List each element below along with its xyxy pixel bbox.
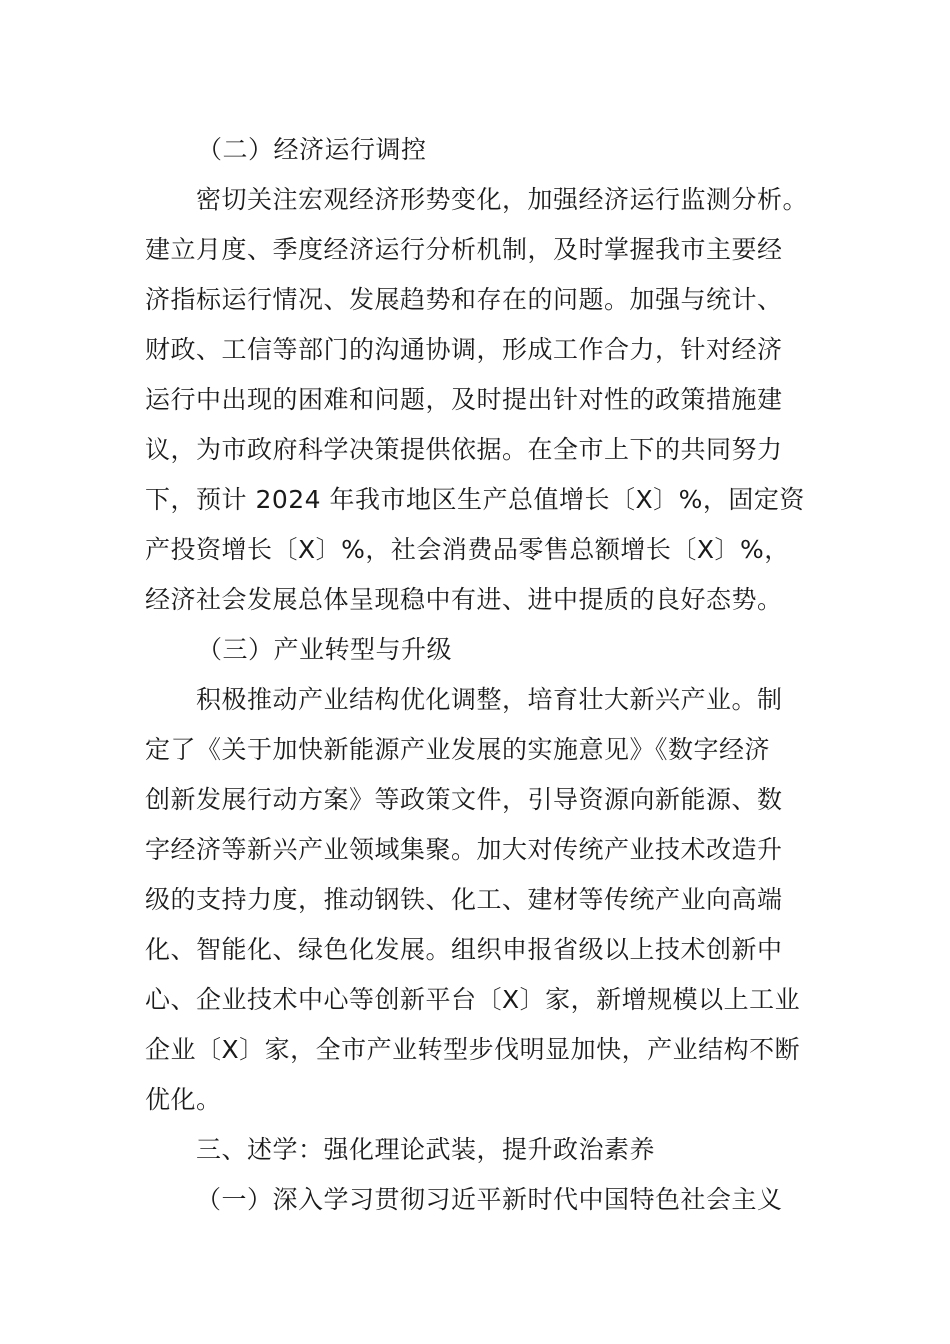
paragraph-line: 优化。: [145, 1085, 222, 1114]
paragraph-line: 级的支持力度，推动钢铁、化工、建材等传统产业向高端: [145, 885, 783, 914]
section-heading-study: 三、述学：强化理论武装，提升政治素养: [196, 1135, 656, 1164]
paragraph-line: 积极推动产业结构优化调整，培育壮大新兴产业。制: [196, 685, 783, 714]
paragraph-line: 济指标运行情况、发展趋势和存在的问题。加强与统计、: [145, 285, 783, 314]
paragraph-line: 经济社会发展总体呈现稳中有进、进中提质的良好态势。: [145, 585, 783, 614]
paragraph-line: 产投资增长〔X〕%，社会消费品零售总额增长〔X〕%，: [145, 535, 790, 564]
paragraph-line: 创新发展行动方案》等政策文件，引导资源向新能源、数: [145, 785, 783, 814]
paragraph-line: 财政、工信等部门的沟通协调，形成工作合力，针对经济: [145, 335, 783, 364]
paragraph-line: 企业〔X〕家，全市产业转型步伐明显加快，产业结构不断: [145, 1035, 801, 1064]
paragraph-line: 字经济等新兴产业领域集聚。加大对传统产业技术改造升: [145, 835, 783, 864]
paragraph-line: 密切关注宏观经济形势变化，加强经济运行监测分析。: [196, 185, 809, 214]
paragraph-line: 心、企业技术中心等创新平台〔X〕家，新增规模以上工业: [145, 985, 801, 1014]
paragraph-line: 建立月度、季度经济运行分析机制，及时掌握我市主要经: [145, 235, 783, 264]
section-heading-industrial-upgrade: （三）产业转型与升级: [197, 635, 453, 664]
subsection-heading-study-thought: （一）深入学习贯彻习近平新时代中国特色社会主义: [196, 1185, 783, 1214]
paragraph-line: 化、智能化、绿色化发展。组织申报省级以上技术创新中: [145, 935, 783, 964]
paragraph-line: 定了《关于加快新能源产业发展的实施意见》《数字经济: [145, 735, 771, 764]
paragraph-line: 议，为市政府科学决策提供依据。在全市上下的共同努力: [145, 435, 783, 464]
section-heading-economic-regulation: （二）经济运行调控: [197, 135, 427, 164]
paragraph-line: 运行中出现的困难和问题，及时提出针对性的政策措施建: [145, 385, 783, 414]
paragraph-line: 下，预计 2024 年我市地区生产总值增长〔X〕%，固定资: [145, 485, 805, 514]
